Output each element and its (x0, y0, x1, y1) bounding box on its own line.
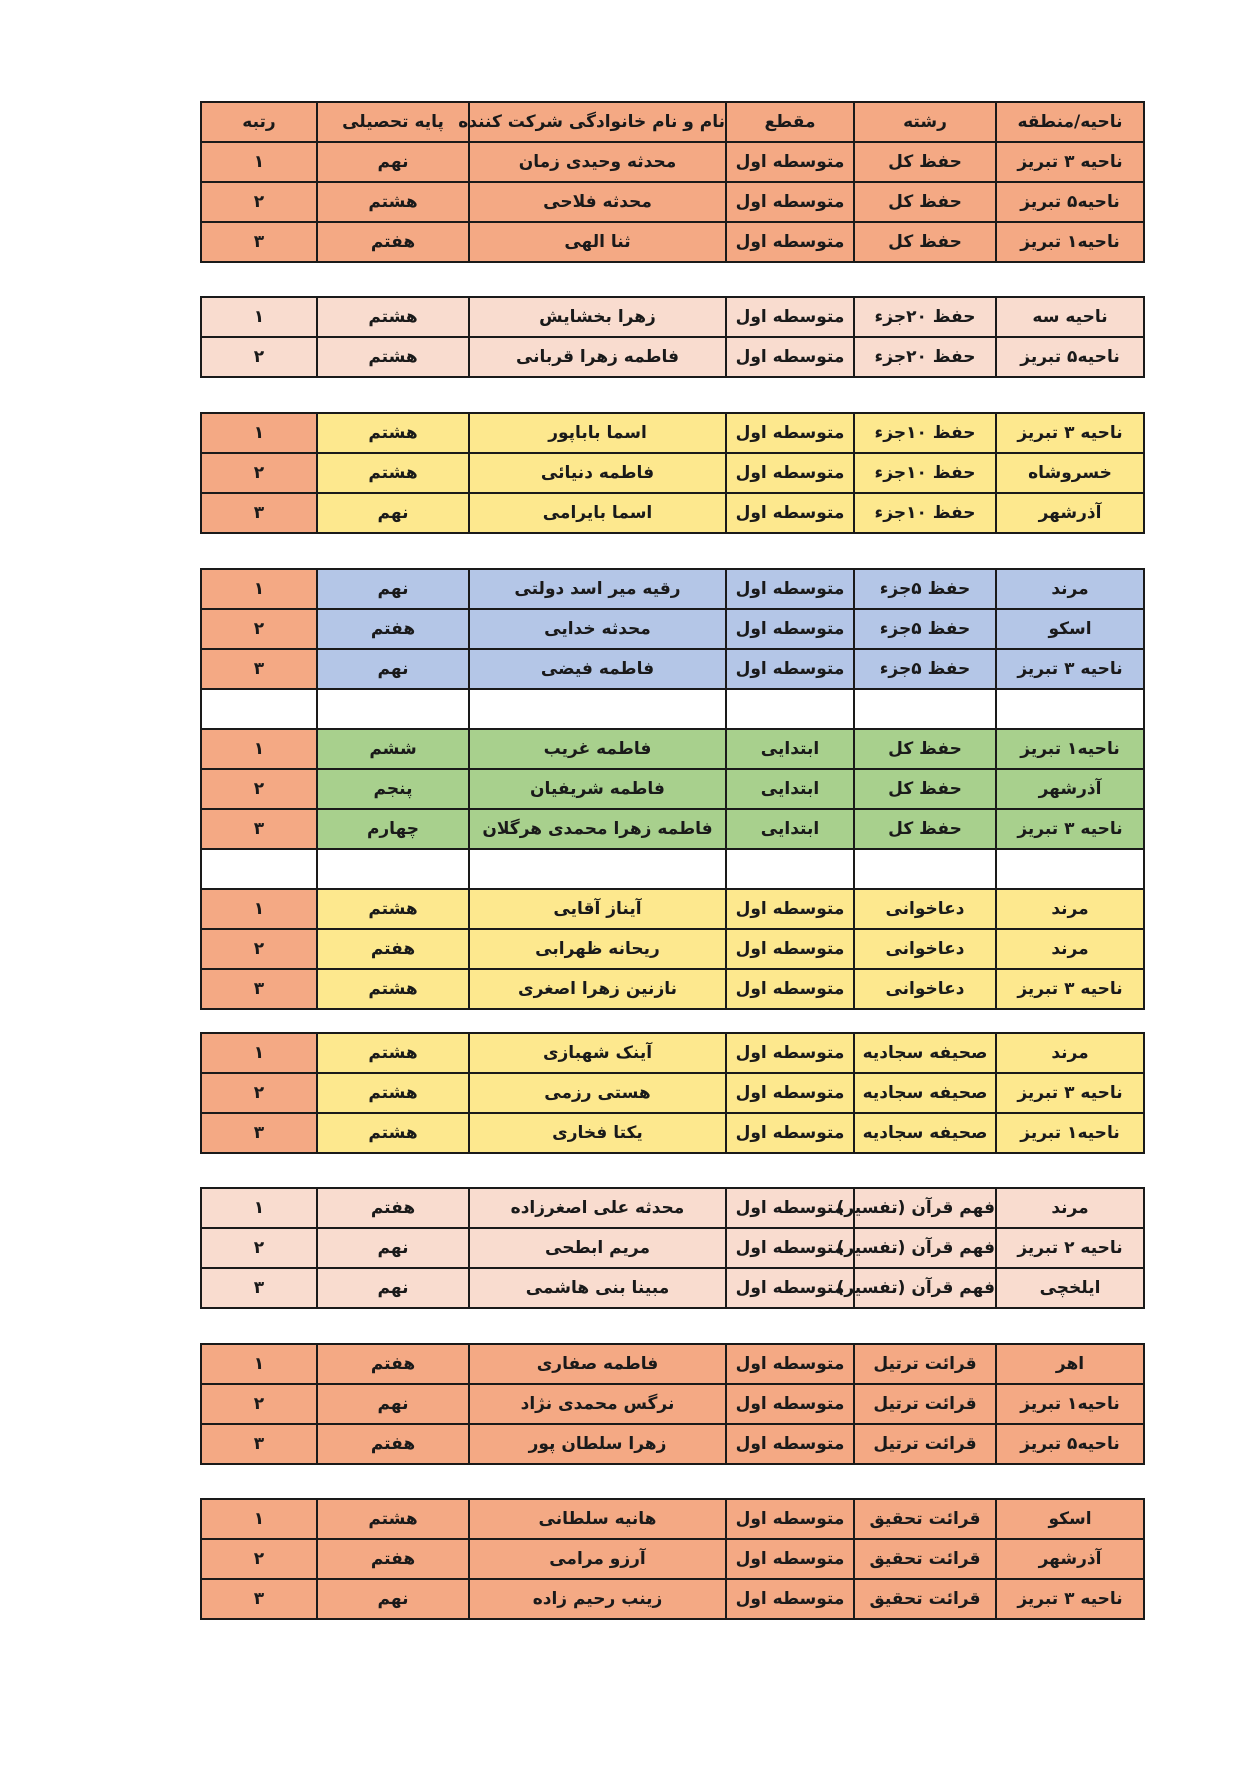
cell-grade: هفتم (317, 1539, 469, 1579)
cell-region: ناحیه۵ تبریز (996, 1424, 1144, 1464)
table-row (201, 729, 1144, 769)
cell-name: هستی رزمی (469, 1073, 726, 1113)
cell-field: حفظ کل (854, 142, 996, 182)
cell-region: اسکو (996, 1499, 1144, 1539)
cell-rank: ۱ (201, 297, 317, 337)
cell-field: قرائت تحقیق (854, 1539, 996, 1579)
cell-field: دعاخوانی (854, 889, 996, 929)
cell-rank: ۱ (201, 889, 317, 929)
table-row (201, 1268, 1144, 1308)
cell-level: متوسطه اول (726, 413, 854, 453)
cell-level: متوسطه اول (726, 1344, 854, 1384)
cell-grade: پنجم (317, 769, 469, 809)
cell-region: خسروشاه (996, 453, 1144, 493)
cell-grade: هشتم (317, 1033, 469, 1073)
cell-grade: نهم (317, 1579, 469, 1619)
cell-grade: هشتم (317, 969, 469, 1009)
cell-field: صحیفه سجادیه (854, 1033, 996, 1073)
cell-rank: ۲ (201, 769, 317, 809)
cell-field: حفظ ۲۰جزء (854, 337, 996, 377)
table-row (201, 493, 1144, 533)
cell-rank: ۲ (201, 1073, 317, 1113)
cell-level: متوسطه اول (726, 297, 854, 337)
cell-field: حفظ کل (854, 769, 996, 809)
cell-field: قرائت تحقیق (854, 1579, 996, 1619)
cell-grade: ششم (317, 729, 469, 769)
cell-name: فاطمه فیضی (469, 649, 726, 689)
blank-row (201, 849, 1144, 889)
cell-grade: هشتم (317, 1113, 469, 1153)
cell-grade: هشتم (317, 182, 469, 222)
cell-level: متوسطه اول (726, 1033, 854, 1073)
cell-name: محدثه فلاحی (469, 182, 726, 222)
cell-region: مرند (996, 1033, 1144, 1073)
results-table-tahqiq (200, 1498, 1145, 1620)
cell-grade: هشتم (317, 413, 469, 453)
cell-field: حفظ ۱۰جزء (854, 413, 996, 453)
table-row (201, 569, 1144, 609)
table-row (201, 337, 1144, 377)
cell-field: حفظ کل (854, 729, 996, 769)
header-rank: رتبه (201, 102, 317, 142)
table-row (201, 1579, 1144, 1619)
cell-grade: هفتم (317, 1344, 469, 1384)
cell-name: فاطمه زهرا قربانی (469, 337, 726, 377)
cell-level: متوسطه اول (726, 142, 854, 182)
cell-field: دعاخوانی (854, 969, 996, 1009)
cell-rank: ۳ (201, 222, 317, 262)
cell-rank: ۱ (201, 413, 317, 453)
cell-field: حفظ کل (854, 182, 996, 222)
results-table-sahifeh (200, 1032, 1145, 1154)
cell-region: ناحیه سه (996, 297, 1144, 337)
cell-grade: نهم (317, 649, 469, 689)
header-grade: پایه تحصیلی (317, 102, 469, 142)
table-row (201, 929, 1144, 969)
cell-rank: ۱ (201, 1188, 317, 1228)
cell-name: یکتا فخاری (469, 1113, 726, 1153)
cell-field: حفظ کل (854, 222, 996, 262)
cell-rank: ۳ (201, 649, 317, 689)
cell-region: اسکو (996, 609, 1144, 649)
cell-rank: ۳ (201, 1268, 317, 1308)
cell-level: متوسطه اول (726, 929, 854, 969)
cell-grade: هفتم (317, 609, 469, 649)
cell-region: اهر (996, 1344, 1144, 1384)
header-level: مقطع (726, 102, 854, 142)
cell-level: متوسطه اول (726, 1424, 854, 1464)
table-row (201, 1228, 1144, 1268)
cell-rank: ۲ (201, 1384, 317, 1424)
cell-name: رقیه میر اسد دولتی (469, 569, 726, 609)
cell-name: محدثه علی اصغرزاده (469, 1188, 726, 1228)
cell-grade: هفتم (317, 929, 469, 969)
cell-grade: نهم (317, 493, 469, 533)
cell-field: قرائت تحقیق (854, 1499, 996, 1539)
cell-field: حفظ ۵جزء (854, 609, 996, 649)
cell-grade: هفتم (317, 222, 469, 262)
table-row (201, 142, 1144, 182)
cell-region: ناحیه۵ تبریز (996, 337, 1144, 377)
cell-name: ریحانه ظهرابی (469, 929, 726, 969)
cell-region: ناحیه ۳ تبریز (996, 969, 1144, 1009)
header-field: رشته (854, 102, 996, 142)
cell-rank: ۳ (201, 809, 317, 849)
cell-level: متوسطه اول (726, 649, 854, 689)
cell-grade: هشتم (317, 889, 469, 929)
cell-level: متوسطه اول (726, 1384, 854, 1424)
cell-name: فاطمه غریب (469, 729, 726, 769)
table-row (201, 1033, 1144, 1073)
table-row (201, 413, 1144, 453)
cell-field: حفظ ۲۰جزء (854, 297, 996, 337)
cell-name: زهرا بخشایش (469, 297, 726, 337)
cell-level: متوسطه اول (726, 969, 854, 1009)
cell-name: اسما بایرامی (469, 493, 726, 533)
cell-grade: نهم (317, 1228, 469, 1268)
cell-name: مریم ابطحی (469, 1228, 726, 1268)
cell-name: زینب رحیم زاده (469, 1579, 726, 1619)
table-row (201, 1344, 1144, 1384)
cell-name: آینک شهبازی (469, 1033, 726, 1073)
cell-rank: ۲ (201, 182, 317, 222)
cell-rank: ۲ (201, 1539, 317, 1579)
cell-level: متوسطه اول (726, 222, 854, 262)
cell-region: ناحیه۵ تبریز (996, 182, 1144, 222)
cell-rank: ۲ (201, 453, 317, 493)
cell-name: آیناز آقایی (469, 889, 726, 929)
cell-field: حفظ ۵جزء (854, 569, 996, 609)
cell-field: صحیفه سجادیه (854, 1073, 996, 1113)
results-table-hifz-kol (200, 101, 1145, 263)
cell-level: متوسطه اول (726, 1268, 854, 1308)
cell-rank: ۱ (201, 729, 317, 769)
header-region: ناحیه/منطقه (996, 102, 1144, 142)
cell-region: ناحیه ۳ تبریز (996, 142, 1144, 182)
cell-region: ناحیه۱ تبریز (996, 729, 1144, 769)
cell-region: ایلخچی (996, 1268, 1144, 1308)
cell-name: نرگس محمدی نژاد (469, 1384, 726, 1424)
cell-name: فاطمه دنیائی (469, 453, 726, 493)
cell-level: متوسطه اول (726, 453, 854, 493)
results-table-tartil (200, 1343, 1145, 1465)
cell-rank: ۳ (201, 1579, 317, 1619)
cell-level: متوسطه اول (726, 1539, 854, 1579)
cell-rank: ۱ (201, 142, 317, 182)
cell-rank: ۱ (201, 569, 317, 609)
cell-region: ناحیه ۳ تبریز (996, 1579, 1144, 1619)
cell-rank: ۱ (201, 1033, 317, 1073)
cell-field: صحیفه سجادیه (854, 1113, 996, 1153)
table-row (201, 453, 1144, 493)
cell-grade: هشتم (317, 1499, 469, 1539)
cell-grade: هشتم (317, 337, 469, 377)
header-name: نام و نام خانوادگی شرکت کننده (469, 102, 726, 142)
cell-region: آذرشهر (996, 1539, 1144, 1579)
cell-grade: نهم (317, 1384, 469, 1424)
cell-region: مرند (996, 929, 1144, 969)
cell-region: ناحیه ۳ تبریز (996, 809, 1144, 849)
table-row (201, 969, 1144, 1009)
cell-field: حفظ ۱۰جزء (854, 453, 996, 493)
cell-rank: ۲ (201, 929, 317, 969)
cell-grade: هشتم (317, 1073, 469, 1113)
cell-field: فهم قرآن (تفسیر) (854, 1188, 996, 1228)
table-row (201, 1384, 1144, 1424)
cell-name: ثنا الهی (469, 222, 726, 262)
table-row (201, 1424, 1144, 1464)
cell-grade: هفتم (317, 1424, 469, 1464)
table-row (201, 889, 1144, 929)
cell-level: متوسطه اول (726, 182, 854, 222)
table-row (201, 222, 1144, 262)
cell-level: متوسطه اول (726, 1579, 854, 1619)
cell-region: آذرشهر (996, 493, 1144, 533)
cell-field: قرائت ترتیل (854, 1344, 996, 1384)
table-row (201, 1499, 1144, 1539)
cell-field: فهم قرآن (تفسیر) (854, 1268, 996, 1308)
cell-level: متوسطه اول (726, 1188, 854, 1228)
cell-name: آرزو مرامی (469, 1539, 726, 1579)
cell-rank: ۲ (201, 337, 317, 377)
cell-field: قرائت ترتیل (854, 1384, 996, 1424)
cell-region: مرند (996, 569, 1144, 609)
results-table-hifz-20 (200, 296, 1145, 378)
cell-grade: هشتم (317, 453, 469, 493)
cell-rank: ۲ (201, 1228, 317, 1268)
cell-field: حفظ کل (854, 809, 996, 849)
table-row (201, 297, 1144, 337)
cell-name: نازنین زهرا اصغری (469, 969, 726, 1009)
cell-region: ناحیه ۲ تبریز (996, 1228, 1144, 1268)
header-row (201, 102, 1144, 142)
cell-name: اسما باباپور (469, 413, 726, 453)
cell-level: متوسطه اول (726, 569, 854, 609)
cell-name: محدثه وحیدی زمان (469, 142, 726, 182)
cell-grade: نهم (317, 569, 469, 609)
table-row (201, 1073, 1144, 1113)
results-table-hifz-5-and-kol-ebtedaei (200, 568, 1145, 1010)
cell-field: فهم قرآن (تفسیر) (854, 1228, 996, 1268)
cell-level: متوسطه اول (726, 493, 854, 533)
table-row (201, 182, 1144, 222)
cell-level: ابتدایی (726, 729, 854, 769)
cell-region: ناحیه ۳ تبریز (996, 413, 1144, 453)
cell-name: فاطمه شریفیان (469, 769, 726, 809)
cell-level: ابتدایی (726, 809, 854, 849)
cell-rank: ۱ (201, 1344, 317, 1384)
cell-level: متوسطه اول (726, 337, 854, 377)
cell-region: ناحیه۱ تبریز (996, 1113, 1144, 1153)
cell-level: متوسطه اول (726, 1228, 854, 1268)
cell-field: دعاخوانی (854, 929, 996, 969)
cell-field: حفظ ۵جزء (854, 649, 996, 689)
cell-name: زهرا سلطان پور (469, 1424, 726, 1464)
cell-rank: ۳ (201, 1424, 317, 1464)
table-row (201, 809, 1144, 849)
table-row (201, 1188, 1144, 1228)
results-table-tafsir (200, 1187, 1145, 1309)
cell-level: متوسطه اول (726, 1499, 854, 1539)
cell-region: آذرشهر (996, 769, 1144, 809)
cell-region: مرند (996, 1188, 1144, 1228)
cell-region: ناحیه ۳ تبریز (996, 1073, 1144, 1113)
blank-row (201, 689, 1144, 729)
cell-rank: ۳ (201, 1113, 317, 1153)
cell-region: ناحیه۱ تبریز (996, 222, 1144, 262)
cell-field: حفظ ۱۰جزء (854, 493, 996, 533)
cell-level: متوسطه اول (726, 609, 854, 649)
cell-name: محدثه خدایی (469, 609, 726, 649)
cell-name: هانیه سلطانی (469, 1499, 726, 1539)
cell-grade: هشتم (317, 297, 469, 337)
table-row (201, 649, 1144, 689)
cell-name: فاطمه زهرا محمدی هرگلان (469, 809, 726, 849)
cell-name: مبینا بنی هاشمی (469, 1268, 726, 1308)
cell-rank: ۳ (201, 493, 317, 533)
cell-level: متوسطه اول (726, 889, 854, 929)
cell-grade: هفتم (317, 1188, 469, 1228)
cell-rank: ۲ (201, 609, 317, 649)
results-table-hifz-10 (200, 412, 1145, 534)
cell-rank: ۳ (201, 969, 317, 1009)
cell-grade: نهم (317, 1268, 469, 1308)
cell-field: قرائت ترتیل (854, 1424, 996, 1464)
table-row (201, 769, 1144, 809)
cell-region: ناحیه ۳ تبریز (996, 649, 1144, 689)
cell-grade: چهارم (317, 809, 469, 849)
cell-level: متوسطه اول (726, 1073, 854, 1113)
table-row (201, 1539, 1144, 1579)
table-row (201, 1113, 1144, 1153)
cell-grade: نهم (317, 142, 469, 182)
cell-name: فاطمه صفاری (469, 1344, 726, 1384)
cell-level: متوسطه اول (726, 1113, 854, 1153)
table-row (201, 609, 1144, 649)
cell-region: مرند (996, 889, 1144, 929)
cell-level: ابتدایی (726, 769, 854, 809)
cell-region: ناحیه۱ تبریز (996, 1384, 1144, 1424)
cell-rank: ۱ (201, 1499, 317, 1539)
